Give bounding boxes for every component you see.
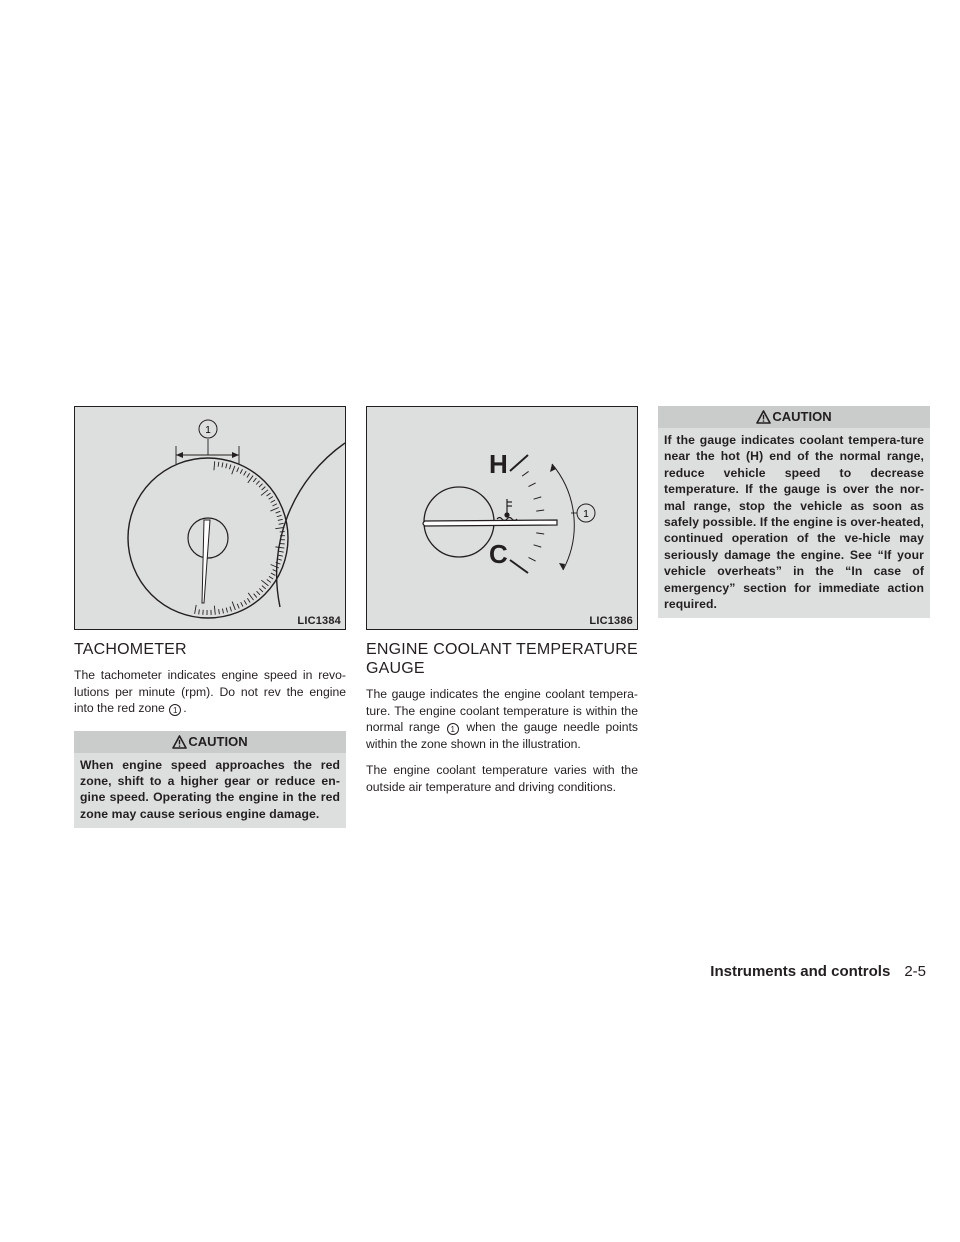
tachometer-tick: [248, 476, 253, 483]
tachometer-figure: [74, 406, 346, 630]
tachometer-tick: [261, 580, 268, 586]
section-name: Instruments and controls: [710, 963, 891, 980]
body-paragraph: The gauge indicates the engine coolant tempera-ture. The engine coolant temperature is within the normal range 1 when the gauge needle points within the zone shown in the illustration.: [366, 687, 638, 751]
gauge-tick: [536, 533, 544, 534]
tachometer-tick: [277, 515, 282, 516]
tachometer-tick: [262, 586, 266, 589]
coolant-gauge-figure: [366, 406, 638, 630]
tachometer-tick: [229, 464, 230, 469]
gauge-ticks: [522, 471, 544, 561]
tachometer-tick: [259, 588, 263, 592]
page-footer: [710, 963, 926, 980]
gauge-cold-label: C: [489, 539, 508, 569]
tachometer-tick: [271, 573, 275, 575]
tachometer-tick: [254, 594, 257, 598]
tachometer-tick: [278, 555, 283, 556]
callout-1-label: 1: [205, 425, 211, 436]
tachometer-tick: [241, 602, 243, 606]
tachometer-tick: [226, 463, 227, 468]
tachometer-tick: [232, 466, 235, 474]
section-heading: ENGINE COOLANT TEMPERATURE GAUGE: [366, 641, 638, 677]
callout-marker: 1: [169, 704, 181, 716]
caution-text: If the gauge indicates coolant tempera-ture near the hot (H) end of the normal range, reduce vehicle speed to decrease temperature. If the gauge is over the nor-mal range, stop the vehicle as soon as safely possible. If the engine is over-heated, continued operation of the ve-hicle may seriously damage the engine. See “If your vehicle overheats” in the “In case of emergency” section for immediate action required.: [664, 433, 924, 612]
tachometer-tick: [270, 508, 278, 512]
tachometer-tick: [247, 598, 250, 602]
tachometer-illustration: [75, 407, 345, 629]
tachometer-tick: [219, 609, 220, 614]
tachometer-tick: [259, 484, 263, 488]
tachometer-tick: [269, 576, 273, 579]
tachometer-tick: [240, 469, 242, 473]
tachometer-tick: [222, 462, 223, 467]
gauge-tick: [534, 497, 542, 499]
section-heading: TACHOMETER: [74, 641, 187, 658]
tachometer-tick: [244, 471, 246, 475]
gauge-hot-label: H: [489, 449, 508, 479]
tachometer-tick: [218, 462, 219, 467]
tachometer-tick: [271, 500, 275, 502]
caution-text: When engine speed approaches the red zone, shift to a higher gear or reduce en-gine speed. Operating the engine in the red zone may cause serious engine damage.: [80, 757, 340, 821]
tachometer-tick: [230, 607, 232, 612]
gauge-tick: [534, 545, 542, 547]
gauge-needle: [423, 520, 557, 526]
tachometer-tick: [275, 547, 284, 548]
callout-1-label: 1: [583, 509, 589, 520]
tachometer-tick: [262, 487, 266, 490]
cold-mark: [510, 560, 528, 573]
tachometer-tick: [279, 551, 284, 552]
tachometer-tick: [232, 602, 235, 610]
tachometer-tick: [244, 600, 247, 604]
coolant-temperature-icon: [497, 499, 517, 521]
figure-code: LIC1384: [297, 615, 341, 627]
caution-box: [658, 406, 930, 618]
tachometer-tick: [222, 609, 223, 614]
caution-column: [658, 406, 930, 618]
tachometer-tick: [237, 604, 239, 609]
gauge-tick: [528, 557, 535, 561]
warning-triangle-icon: [172, 735, 187, 749]
tachometer-tick: [214, 606, 215, 615]
tachometer-tick: [267, 580, 271, 583]
caution-box: [74, 731, 346, 829]
caution-label: CAUTION: [772, 409, 832, 424]
coolant-gauge-column: [366, 406, 638, 805]
tachometer-tick: [247, 473, 250, 477]
tachometer-tick: [199, 609, 200, 614]
hot-mark: [510, 455, 528, 471]
coolant-gauge-illustration: [367, 407, 637, 629]
warning-triangle-icon: [756, 410, 771, 424]
tachometer-tick: [195, 605, 197, 614]
tachometer-tick: [256, 481, 259, 485]
tachometer-tick: [276, 511, 281, 513]
body-paragraph-2: The engine coolant temperature varies with the outside air temperature and driving conditions.: [366, 763, 638, 794]
tachometer-needle: [202, 520, 210, 603]
caution-label: CAUTION: [188, 733, 248, 749]
body-paragraph: The tachometer indicates engine speed in revo-lutions per minute (rpm). Do not rev the engine into the red zone 1 .: [74, 668, 346, 715]
tachometer-tick: [257, 591, 260, 595]
caution-header: [658, 406, 930, 428]
page-number: 2-5: [904, 963, 926, 980]
tachometer-tick: [253, 478, 256, 482]
callout-marker: 1: [447, 723, 459, 735]
tachometer-tick: [271, 564, 279, 568]
figure-code: LIC1386: [589, 615, 633, 627]
tachometer-column: [74, 406, 346, 828]
gauge-tick: [522, 471, 528, 476]
tachometer-tick: [214, 461, 215, 470]
tachometer-tick: [279, 523, 284, 524]
tachometer-tick: [237, 467, 239, 472]
normal-range-arc: [552, 464, 574, 570]
gauge-tick: [528, 483, 535, 487]
caution-header: [74, 731, 346, 753]
tachometer-tick: [261, 490, 268, 496]
tachometer-tick: [278, 519, 283, 520]
tachometer-tick: [272, 504, 276, 506]
tachometer-tick: [248, 593, 253, 600]
tachometer-tick: [266, 493, 270, 496]
tachometer-tick: [269, 497, 273, 500]
tachometer-tick: [226, 608, 227, 613]
gauge-tick: [536, 510, 544, 511]
